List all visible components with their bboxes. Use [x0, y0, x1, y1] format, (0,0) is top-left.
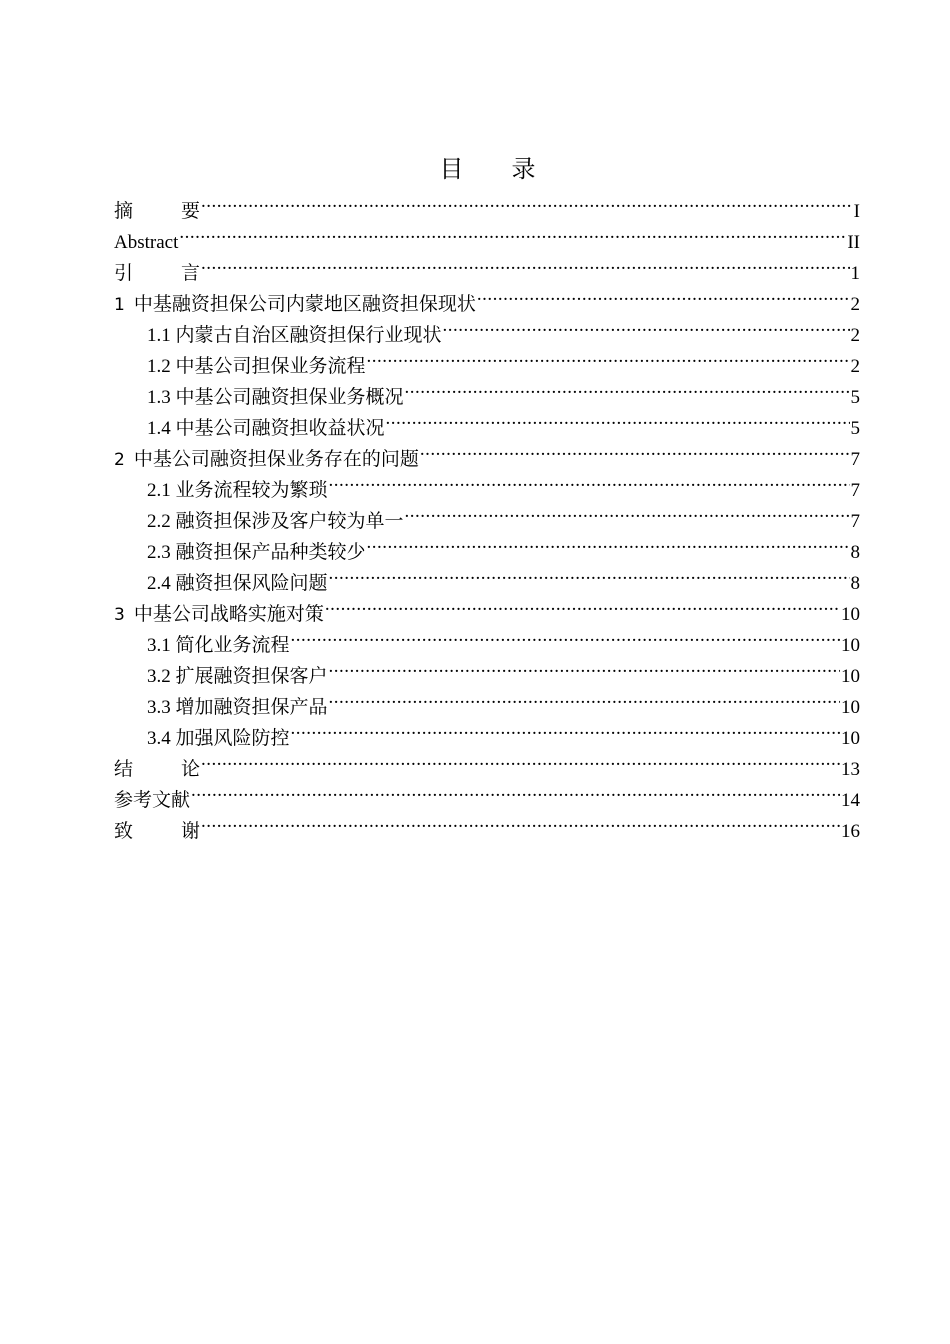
- toc-entry-text: 2.3 融资担保产品种类较少: [147, 542, 366, 563]
- toc-entry-label: [147, 382, 404, 413]
- toc-page-number: 5: [850, 418, 860, 439]
- dot-leader: [329, 651, 840, 682]
- toc-page-number: 7: [850, 511, 860, 532]
- title-char-2: 录: [511, 155, 536, 183]
- toc-section-entry[interactable]: [114, 248, 860, 284]
- toc-entry-label: [114, 258, 200, 289]
- toc-entry-text: 参考文献: [114, 790, 191, 811]
- toc-entry-text-part: 谢: [181, 821, 201, 842]
- toc-entry-label: [114, 754, 200, 785]
- toc-page-number: I: [853, 201, 860, 222]
- toc-page-number: 10: [841, 666, 860, 687]
- toc-entry-text-part: 摘: [114, 201, 134, 222]
- toc-entry-label: [147, 568, 328, 599]
- toc-entry-text: 2.1 业务流程较为繁琐: [147, 480, 328, 501]
- toc-page-number: 10: [841, 697, 860, 718]
- toc-entry-label: [147, 351, 366, 382]
- dot-leader: [405, 372, 850, 403]
- toc-entry-number: 2: [114, 450, 125, 470]
- title-char-1: 目: [439, 155, 464, 183]
- dot-leader: [201, 744, 840, 775]
- dot-leader: [325, 589, 840, 620]
- toc-entry-label: [114, 785, 190, 816]
- toc-entry-label: [114, 289, 476, 321]
- dot-leader: [329, 465, 850, 496]
- toc-entry-label: [147, 506, 404, 537]
- toc-section-entry[interactable]: [114, 744, 860, 780]
- toc-entry-text: Abstract: [114, 232, 179, 253]
- toc-page-number: 10: [841, 728, 860, 749]
- toc-entry-text: 中基公司融资担保业务存在的问题: [133, 449, 419, 470]
- toc-page-number: 5: [850, 387, 860, 408]
- toc-page-number: 10: [841, 635, 860, 656]
- toc-entry-text: 1.3 中基公司融资担保业务概况: [147, 387, 404, 408]
- toc-page-number: 10: [841, 604, 860, 625]
- toc-section-entry[interactable]: [114, 279, 860, 315]
- toc-entry-label: [147, 661, 328, 692]
- toc-page-number: 14: [841, 790, 860, 811]
- toc-page-number: 2: [850, 325, 860, 346]
- toc-entry-number: 3: [114, 605, 125, 625]
- toc-entry-text: 3.3 增加融资担保产品: [147, 697, 328, 718]
- toc-entry-text: 中基公司战略实施对策: [133, 604, 324, 625]
- toc-entry-label: [114, 227, 178, 258]
- toc-entry-label: [147, 413, 385, 444]
- dot-leader: [179, 217, 846, 248]
- toc-page-number: 2: [850, 356, 860, 377]
- dot-leader: [443, 310, 850, 341]
- dot-leader: [477, 279, 850, 310]
- dot-leader: [367, 527, 850, 558]
- toc-page-number: 16: [841, 821, 860, 842]
- toc-entry-text: 2.4 融资担保风险问题: [147, 573, 328, 594]
- toc-entry-number: 1: [114, 295, 125, 315]
- toc-entry-text-part: 引: [114, 263, 134, 284]
- toc-page-number: 7: [850, 480, 860, 501]
- dot-leader: [405, 496, 850, 527]
- dot-leader: [201, 186, 853, 217]
- toc-entry-text: 3.1 简化业务流程: [147, 635, 290, 656]
- toc-page-number: 7: [850, 449, 860, 470]
- toc-section-entry[interactable]: [114, 775, 860, 811]
- toc-page-number: 8: [850, 573, 860, 594]
- dot-leader: [420, 434, 850, 465]
- toc-entry-text-part: 要: [181, 201, 201, 222]
- dot-leader: [191, 775, 840, 806]
- dot-leader: [291, 620, 840, 651]
- toc-entry-text: 1.1 内蒙古自治区融资担保行业现状: [147, 325, 442, 346]
- table-of-contents: [114, 186, 860, 842]
- toc-entry-text: 3.4 加强风险防控: [147, 728, 290, 749]
- toc-entry-text: 2.2 融资担保涉及客户较为单一: [147, 511, 404, 532]
- dot-leader: [201, 248, 849, 279]
- toc-entry-text-part: 论: [181, 759, 201, 780]
- dot-leader: [201, 806, 840, 837]
- toc-section-entry[interactable]: [114, 806, 860, 842]
- toc-section-entry[interactable]: [114, 186, 860, 222]
- dot-leader: [291, 713, 840, 744]
- toc-entry-text: 中基融资担保公司内蒙地区融资担保现状: [133, 294, 476, 315]
- dot-leader: [367, 341, 850, 372]
- toc-page-number: 8: [850, 542, 860, 563]
- dot-leader: [329, 682, 840, 713]
- toc-entry-text: 1.4 中基公司融资担收益状况: [147, 418, 385, 439]
- toc-entry-text: 3.2 扩展融资担保客户: [147, 666, 328, 687]
- toc-entry-text-part: 结: [114, 759, 134, 780]
- toc-section-entry[interactable]: [114, 217, 860, 253]
- toc-entry-text-part: 致: [114, 821, 134, 842]
- toc-entry-label: [147, 475, 328, 506]
- page-title: [0, 152, 950, 186]
- toc-page-number: 2: [850, 294, 860, 315]
- toc-page-number: 1: [850, 263, 860, 284]
- dot-leader: [329, 558, 850, 589]
- toc-entry-text: 1.2 中基公司担保业务流程: [147, 356, 366, 377]
- toc-entry-label: [114, 816, 200, 847]
- toc-entry-label: [147, 630, 290, 661]
- dot-leader: [386, 403, 850, 434]
- toc-page-number: 13: [841, 759, 860, 780]
- toc-page-number: II: [847, 232, 860, 253]
- toc-entry-text-part: 言: [181, 263, 201, 284]
